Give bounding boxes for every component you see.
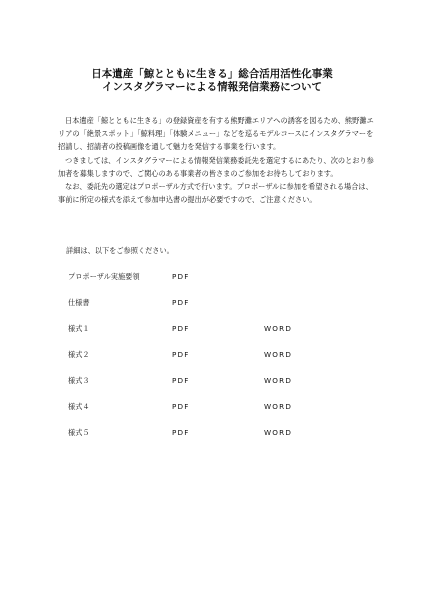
file-name: 様式５ [68,428,90,437]
word-download-link[interactable]: WORD [264,402,293,411]
pdf-download-link[interactable]: PDF [172,324,190,333]
details-intro: 詳細は、以下をご参照ください。 [66,246,174,255]
word-download-link[interactable]: WORD [264,428,293,437]
description-paragraph: なお、委託先の選定はプロポーザル方式で行います。プロポーザルに参加を希望される場合は、事前に所定の様式を添えて参加申込書の提出が必要ですので、ご注意ください。 [58,182,373,205]
file-name: 様式１ [68,324,90,333]
word-download-link[interactable]: WORD [264,350,293,359]
word-download-link[interactable]: WORD [264,324,293,333]
file-name: 仕様書 [68,298,90,307]
pdf-download-link[interactable]: PDF [172,272,190,281]
file-name: プロポーザル実施要領 [68,272,140,281]
pdf-download-link[interactable]: PDF [172,402,190,411]
file-name: 様式２ [68,350,90,359]
word-download-link[interactable]: WORD [264,376,293,385]
page-title-line-2: インスタグラマーによる情報発信業務について [102,81,322,93]
description-paragraph: つきましては、インスタグラマーによる情報発信業務委託先を選定するにあたり、次のとおり参加者を募集しますので、ご関心のある事業者の皆さまのご参加をお待ちしております。 [58,155,374,178]
description-paragraph: 日本遺産「鯨とともに生きる」の登録資産を有する熊野灘エリアへの誘客を図るため、熊野灘エリアの「絶景スポット」「鯨料理」「体験メニュー」などを巡るモデルコースにインスタグラマーを招請し、招請者の投稿画像を通して魅力を発信する事業を行います。 [58,116,374,152]
pdf-download-link[interactable]: PDF [172,376,190,385]
file-name: 様式４ [68,402,90,411]
page-title-line-1: 日本遺産「鯨とともに生きる」総合活用活性化事業 [91,68,333,80]
pdf-download-link[interactable]: PDF [172,350,190,359]
description-block [58,114,378,206]
pdf-download-link[interactable]: PDF [172,428,190,437]
pdf-download-link[interactable]: PDF [172,298,190,307]
file-name: 様式３ [68,376,90,385]
